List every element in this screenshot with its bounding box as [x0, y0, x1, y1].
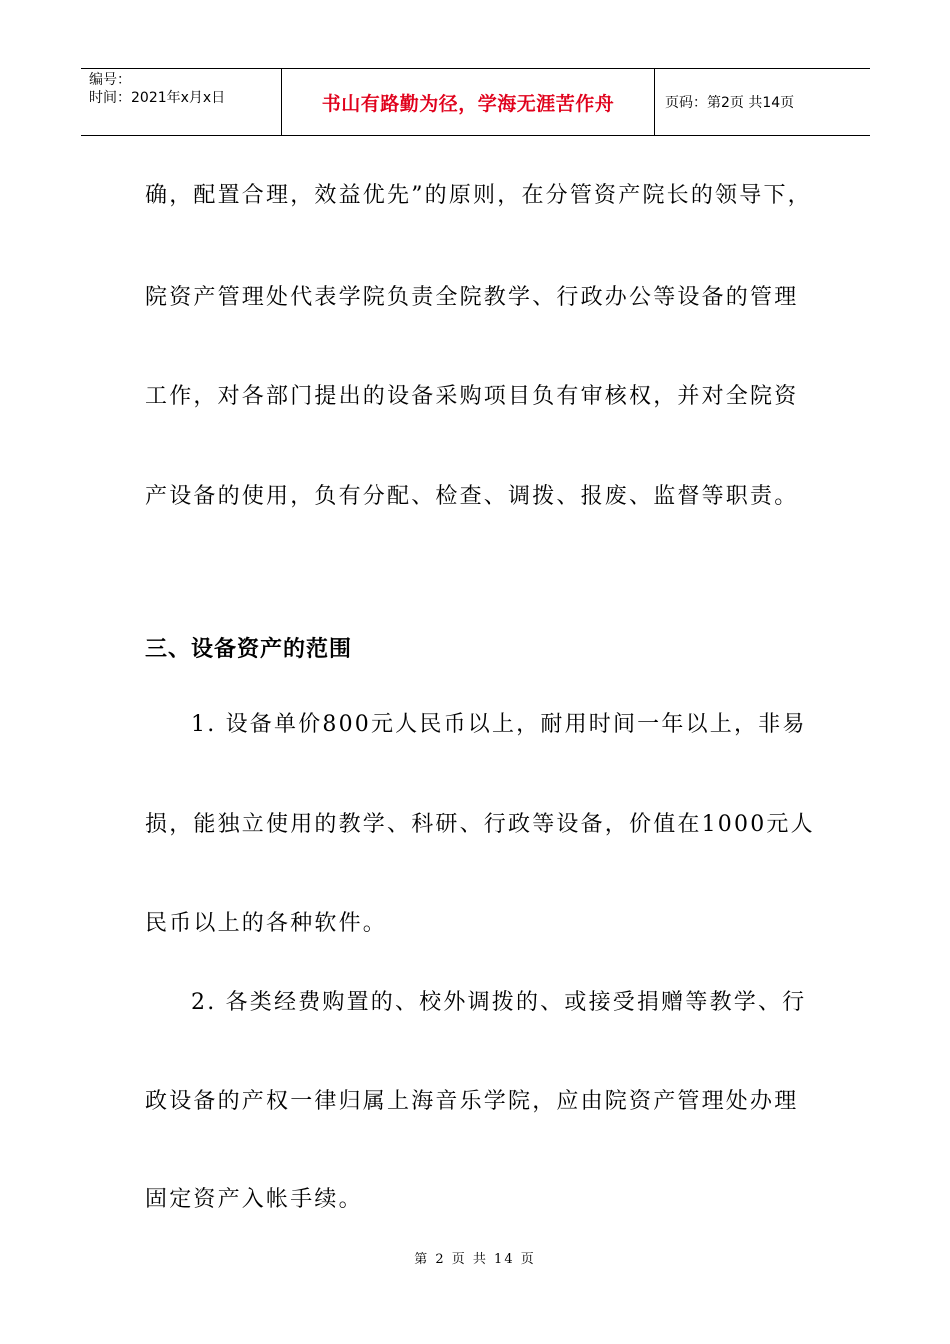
header-right-cell [655, 69, 870, 135]
item2-line: 固定资产入帐手续。 [145, 1187, 363, 1212]
section-heading: 三、设备资产的范围 [145, 637, 353, 662]
body-line: 院资产管理处代表学院负责全院教学、行政办公等设备的管理 [145, 285, 799, 310]
header-motto: 书山有路勤为径，学海无涯苦作舟 [321, 92, 615, 115]
body-line: 产设备的使用，负有分配、检查、调拨、报废、监督等职责。 [145, 484, 799, 509]
item1-line: 损，能独立使用的教学、科研、行政等设备，价值在1000元人 [145, 812, 815, 837]
item2-line: 2. 各类经费购置的、校外调拨的、或接受捐赠等教学、行 [191, 990, 807, 1015]
page-footer: 第 2 页 共 14 页 [414, 1252, 536, 1267]
serial-label: 编号： [89, 72, 131, 88]
item2-line: 政设备的产权一律归属上海音乐学院，应由院资产管理处办理 [145, 1089, 799, 1114]
body-line: 确，配置合理，效益优先”的原则，在分管资产院长的领导下， [145, 183, 812, 208]
header-middle-cell [281, 69, 655, 135]
item1-line: 1. 设备单价800元人民币以上，耐用时间一年以上，非易 [191, 712, 807, 737]
item1-line: 民币以上的各种软件。 [145, 911, 388, 936]
document-header [81, 68, 870, 136]
header-left-cell [81, 69, 281, 135]
body-line: 工作，对各部门提出的设备采购项目负有审核权，并对全院资 [145, 384, 799, 409]
date-line: 时间：2021年x月x日 [89, 90, 226, 106]
header-page-info: 页码：第2页 共14页 [665, 95, 795, 111]
